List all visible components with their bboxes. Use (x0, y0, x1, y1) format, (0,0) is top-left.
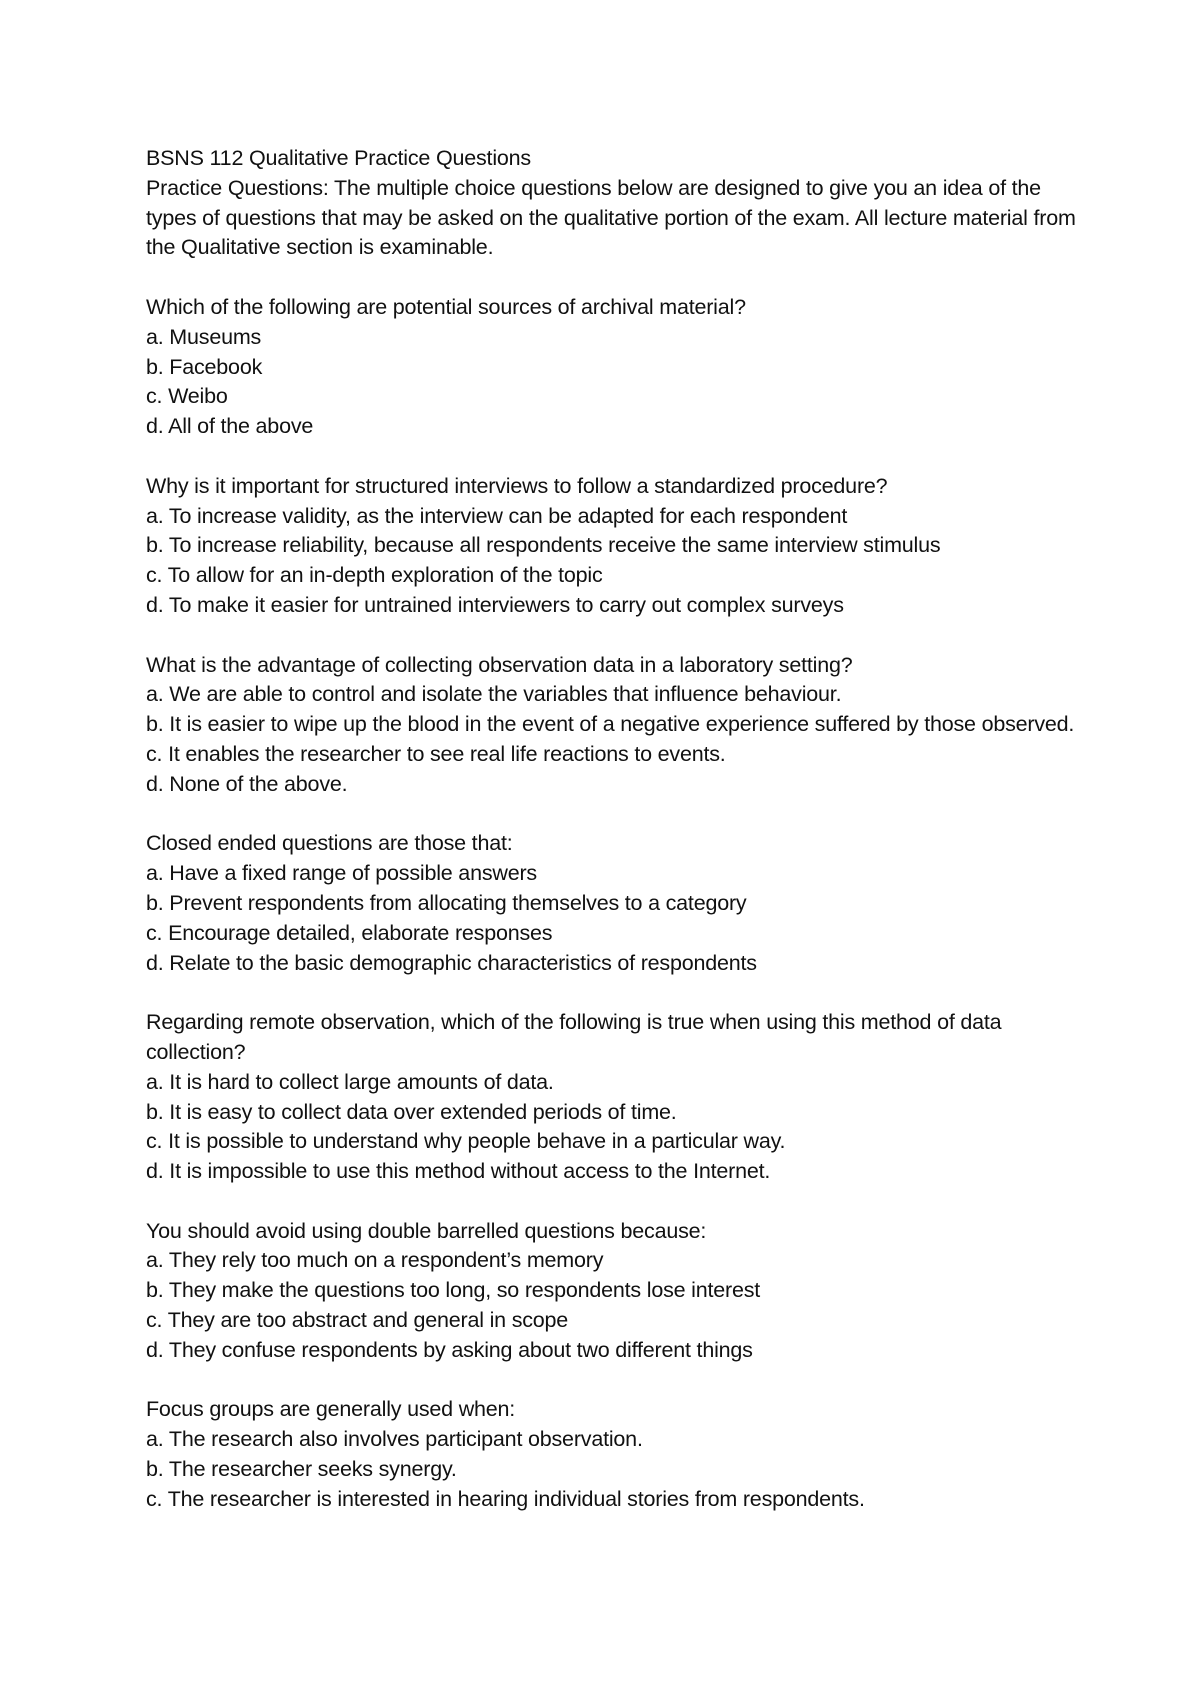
answer-option: a. Museums (146, 324, 262, 349)
question-2 (146, 472, 1076, 621)
answer-option: a. Have a fixed range of possible answers (146, 861, 537, 886)
question-7 (146, 1395, 1076, 1514)
answer-option: d. All of the above (146, 414, 314, 439)
document-title: BSNS 112 Qualitative Practice Questions (146, 146, 531, 170)
answer-option: d. They confuse respondents by asking about two different things (146, 1337, 753, 1362)
answer-option: b. The researcher seeks synergy. (146, 1457, 457, 1482)
question-text: Focus groups are generally used when: (146, 1397, 516, 1422)
document-intro: Practice Questions: The multiple choice questions below are designed to give you an idea of the types of questions that may be asked on the qualitative portion of the exam. All lecture material from the Qualitative section is examinable. (146, 175, 1076, 260)
answer-option: b. It is easier to wipe up the blood in the event of a negative experience suffered by those observed. (146, 712, 1075, 737)
answer-option: c. They are too abstract and general in scope (146, 1308, 569, 1333)
answer-option: d. Relate to the basic demographic characteristics of respondents (146, 950, 757, 975)
answer-option: d. It is impossible to use this method without access to the Internet. (146, 1159, 771, 1184)
answer-option: c. Weibo (146, 384, 228, 409)
answer-option: c. It enables the researcher to see real life reactions to events. (146, 741, 726, 766)
answer-option: b. To increase reliability, because all respondents receive the same interview stimulus (146, 533, 941, 558)
question-5 (146, 1008, 1076, 1187)
document-page (146, 144, 1076, 1515)
answer-option: a. To increase validity, as the interview can be adapted for each respondent (146, 503, 848, 528)
question-text: Regarding remote observation, which of the following is true when using this method of data collection? (146, 1010, 1002, 1064)
answer-option: a. We are able to control and isolate the variables that influence behaviour. (146, 682, 842, 707)
answer-option: c. It is possible to understand why people behave in a particular way. (146, 1129, 786, 1154)
answer-option: a. They rely too much on a respondent’s memory (146, 1248, 604, 1273)
answer-option: c. To allow for an in-depth exploration of the topic (146, 563, 603, 588)
answer-option: d. To make it easier for untrained interviewers to carry out complex surveys (146, 592, 844, 617)
answer-option: c. The researcher is interested in hearing individual stories from respondents. (146, 1486, 865, 1511)
question-text: Which of the following are potential sources of archival material? (146, 294, 746, 319)
question-text: Why is it important for structured interviews to follow a standardized procedure? (146, 473, 888, 498)
answer-option: c. Encourage detailed, elaborate responses (146, 920, 553, 945)
question-6 (146, 1217, 1076, 1366)
question-3 (146, 651, 1076, 800)
answer-option: a. It is hard to collect large amounts of data. (146, 1069, 554, 1094)
answer-option: b. It is easy to collect data over extended periods of time. (146, 1099, 677, 1124)
question-4 (146, 829, 1076, 978)
question-text: What is the advantage of collecting observation data in a laboratory setting? (146, 652, 853, 677)
question-text: Closed ended questions are those that: (146, 831, 513, 856)
answer-option: b. Facebook (146, 354, 263, 379)
question-text: You should avoid using double barrelled questions because: (146, 1218, 707, 1243)
answer-option: b. They make the questions too long, so respondents lose interest (146, 1278, 761, 1303)
answer-option: d. None of the above. (146, 771, 348, 796)
answer-option: b. Prevent respondents from allocating themselves to a category (146, 890, 747, 915)
answer-option: a. The research also involves participant observation. (146, 1427, 643, 1452)
question-1 (146, 293, 1076, 442)
